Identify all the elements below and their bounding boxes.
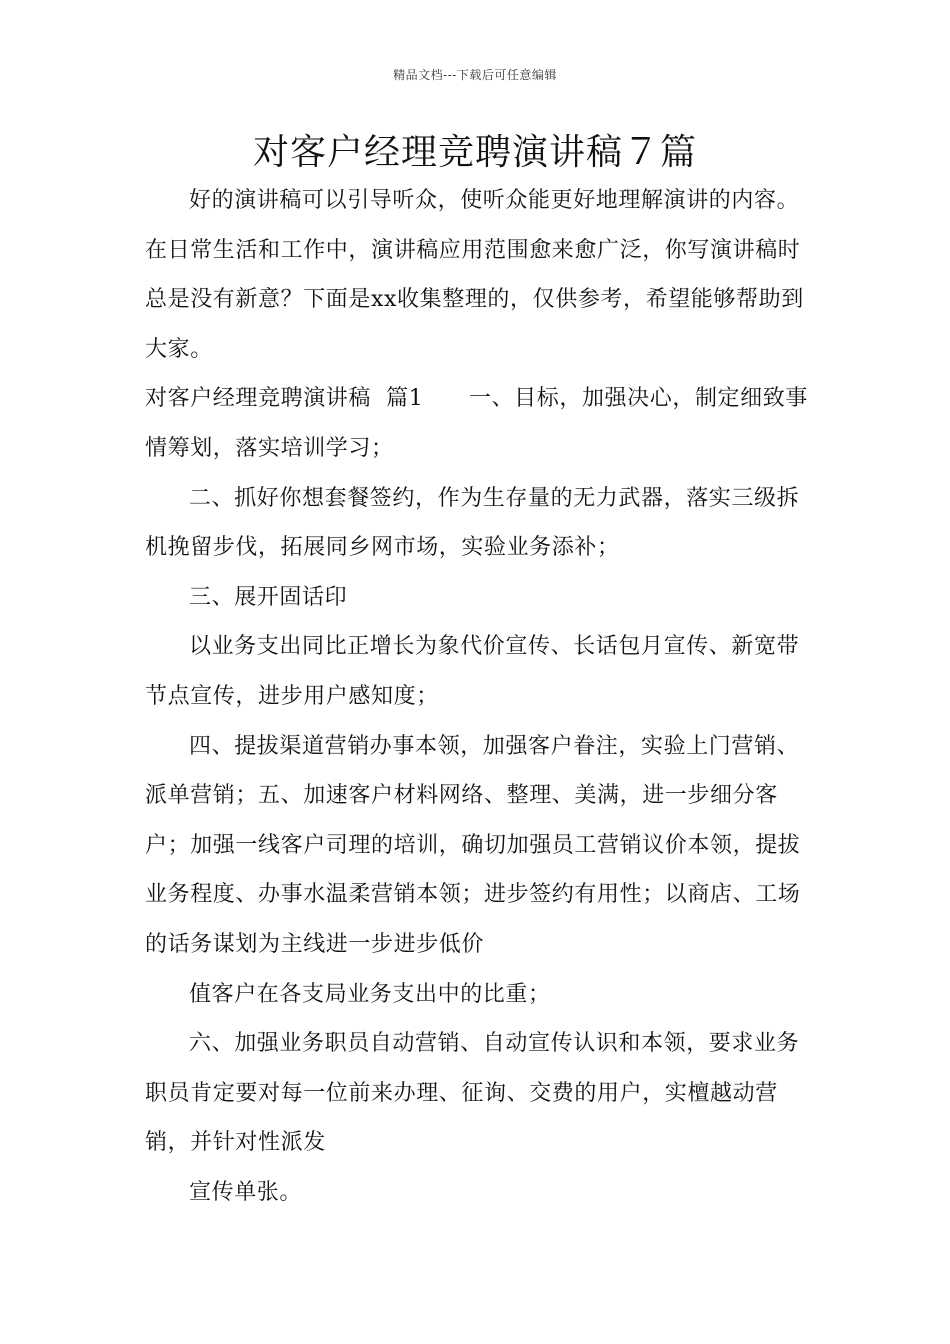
paragraph-item-6: 六、加强业务职员自动营销、自动宣传认识和本领，要求业务职员肯定要对每一位前来办理、征询、交费的用户，实檀越动营销，并针对性派发	[145, 1031, 800, 1156]
paragraph-item-4-5: 四、提拔渠道营销办事本领，加强客户眷注，实验上门营销、派单营销；五、加速客户材料网络、整理、美满，进一步细分客户；加强一线客户司理的培训，确切加强员工营销议价本领，提拔业务程度、办事水温柔营销本领；进步签约有用性；以商店、工场的话务谋划为主线进一步进步低价	[145, 733, 801, 957]
paragraph-item-3: 三、展开固话印	[189, 584, 348, 610]
document-body	[145, 176, 815, 1217]
page-header: 精品文档---下载后可任意编辑	[393, 68, 557, 82]
paragraph-item-2: 二、抓好你想套餐签约，作为生存量的无力武器，落实三级拆机挽留步伐，拓展同乡网市场，实验业务添补；	[145, 485, 800, 561]
section-1-paragraph: 对客户经理竞聘演讲稿 篇1 一、目标，加强决心，制定细致事情筹划，落实培训学习；	[145, 386, 808, 461]
document-title: 对客户经理竞聘演讲稿７篇	[252, 132, 697, 173]
paragraph-flyers: 宣传单张。	[189, 1179, 303, 1205]
intro-paragraph: 好的演讲稿可以引导听众，使听众能更好地理解演讲的内容。在日常生活和工作中，演讲稿应用范围愈来愈广泛，你写演讲稿时总是没有新意？下面是xx收集整理的，仅供参考，希望能够帮助到大家。	[145, 188, 804, 362]
paragraph-promotion: 以业务支出同比正增长为象代价宣传、长话包月宣传、新宽带节点宣传，进步用户感知度；	[145, 634, 800, 709]
paragraph-value-customers: 值客户在各支局业务支出中的比重；	[189, 981, 551, 1007]
